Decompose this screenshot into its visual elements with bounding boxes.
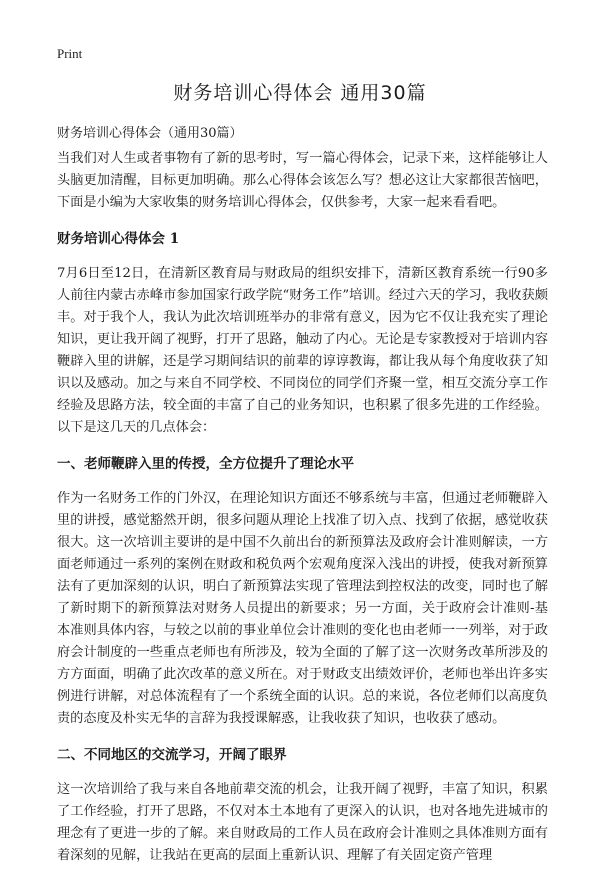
subsection-paragraph: 这一次培训给了我与来自各地前辈交流的机会，让我开阔了视野，丰富了知识，积累了工作经验，打开了思路，不仅对本土本地有了更深入的认识，也对各地先进城市的理念有了更进一步的了解。来自财政局的工作人员在政府会计准则之具体准则方面有着深刻的见解，让我站在更高的层面上重新认识、理解了有关固定资产管理 — [57, 782, 548, 863]
intro-paragraph: 当我们对人生或者事物有了新的思考时，写一篇心得体会，记录下来，这样能够让人头脑更加清醒，目标更加明确。那么心得体会该怎么写？想必这让大家都很苦恼吧，下面是小编为大家收集的财务培训心得体会，仅供参考，大家一起来看看吧。 — [57, 151, 548, 210]
subsection-heading: 一、老师鞭辟入里的传授，全方位提升了理论水平 — [57, 456, 354, 472]
subsection-paragraph: 作为一名财务工作的门外汉，在理论知识方面还不够系统与丰富，但通过老师鞭辟入里的讲授，感觉豁然开朗，很多问题从理论上找准了切入点、找到了依据，感觉收获很大。这一次培训主要讲的是中国不久前出台的新预算法及政府会计准则解读，一方面老师通过一系列的案例在财政和税负两个宏观角度深入浅出的讲授，使我对新预算法有了更加深刻的认识，明白了新预算法实现了管理法到控权法的改变，同时也了解了新时期下的新预算法对财务人员提出的新要求；另一方面，关于政府会计准则-基本准则具体内容，与较之以前的事业单位会计准则的变化也由老师一一列举，对于政府会计制度的一些重点老师也有所涉及，较为全面的了解了这一次财务改革所涉及的方方面面，明确了此次改革的意义所在。对于财政支出绩效评价，老师也举出许多实例进行讲解，对总体流程有了一个系统全面的认识。总的来说，各位老师们以高度负责的态度及朴实无华的言辞为我授课解惑，让我收获了知识，也收获了感动。 — [57, 491, 548, 726]
page-title: 财务培训心得体会 通用30篇 — [173, 82, 427, 104]
section-heading: 财务培训心得体会 1 — [57, 231, 180, 247]
article-body — [57, 148, 548, 881]
document-subtitle: 财务培训心得体会（通用30篇） — [57, 126, 243, 141]
subsection-heading: 二、不同地区的交流学习，开阔了眼界 — [57, 747, 287, 763]
print-link[interactable]: Print — [57, 46, 83, 61]
section-paragraph: 7月6日至12日，在清新区教育局与财政局的组织安排下，清新区教育系统一行90多人前往内蒙古赤峰市参加国家行政学院“财务工作”培训。经过六天的学习，我收获颇丰。对于我个人，我认为此次培训班举办的非常有意义，因为它不仅让我充实了理论知识，更让我开阔了视野，打开了思路，触动了内心。无论是专家教授对于培训内容鞭辟入里的讲解，还是学习期间结识的前辈的谆谆教诲，都让我从每个角度收获了知识以及感动。加之与来自不同学校、不同岗位的同学们齐聚一堂，相互交流分享工作经验及思路方法，较全面的丰富了自己的业务知识，也积累了很多先进的工作经验。以下是这几天的几点体会： — [57, 266, 548, 435]
